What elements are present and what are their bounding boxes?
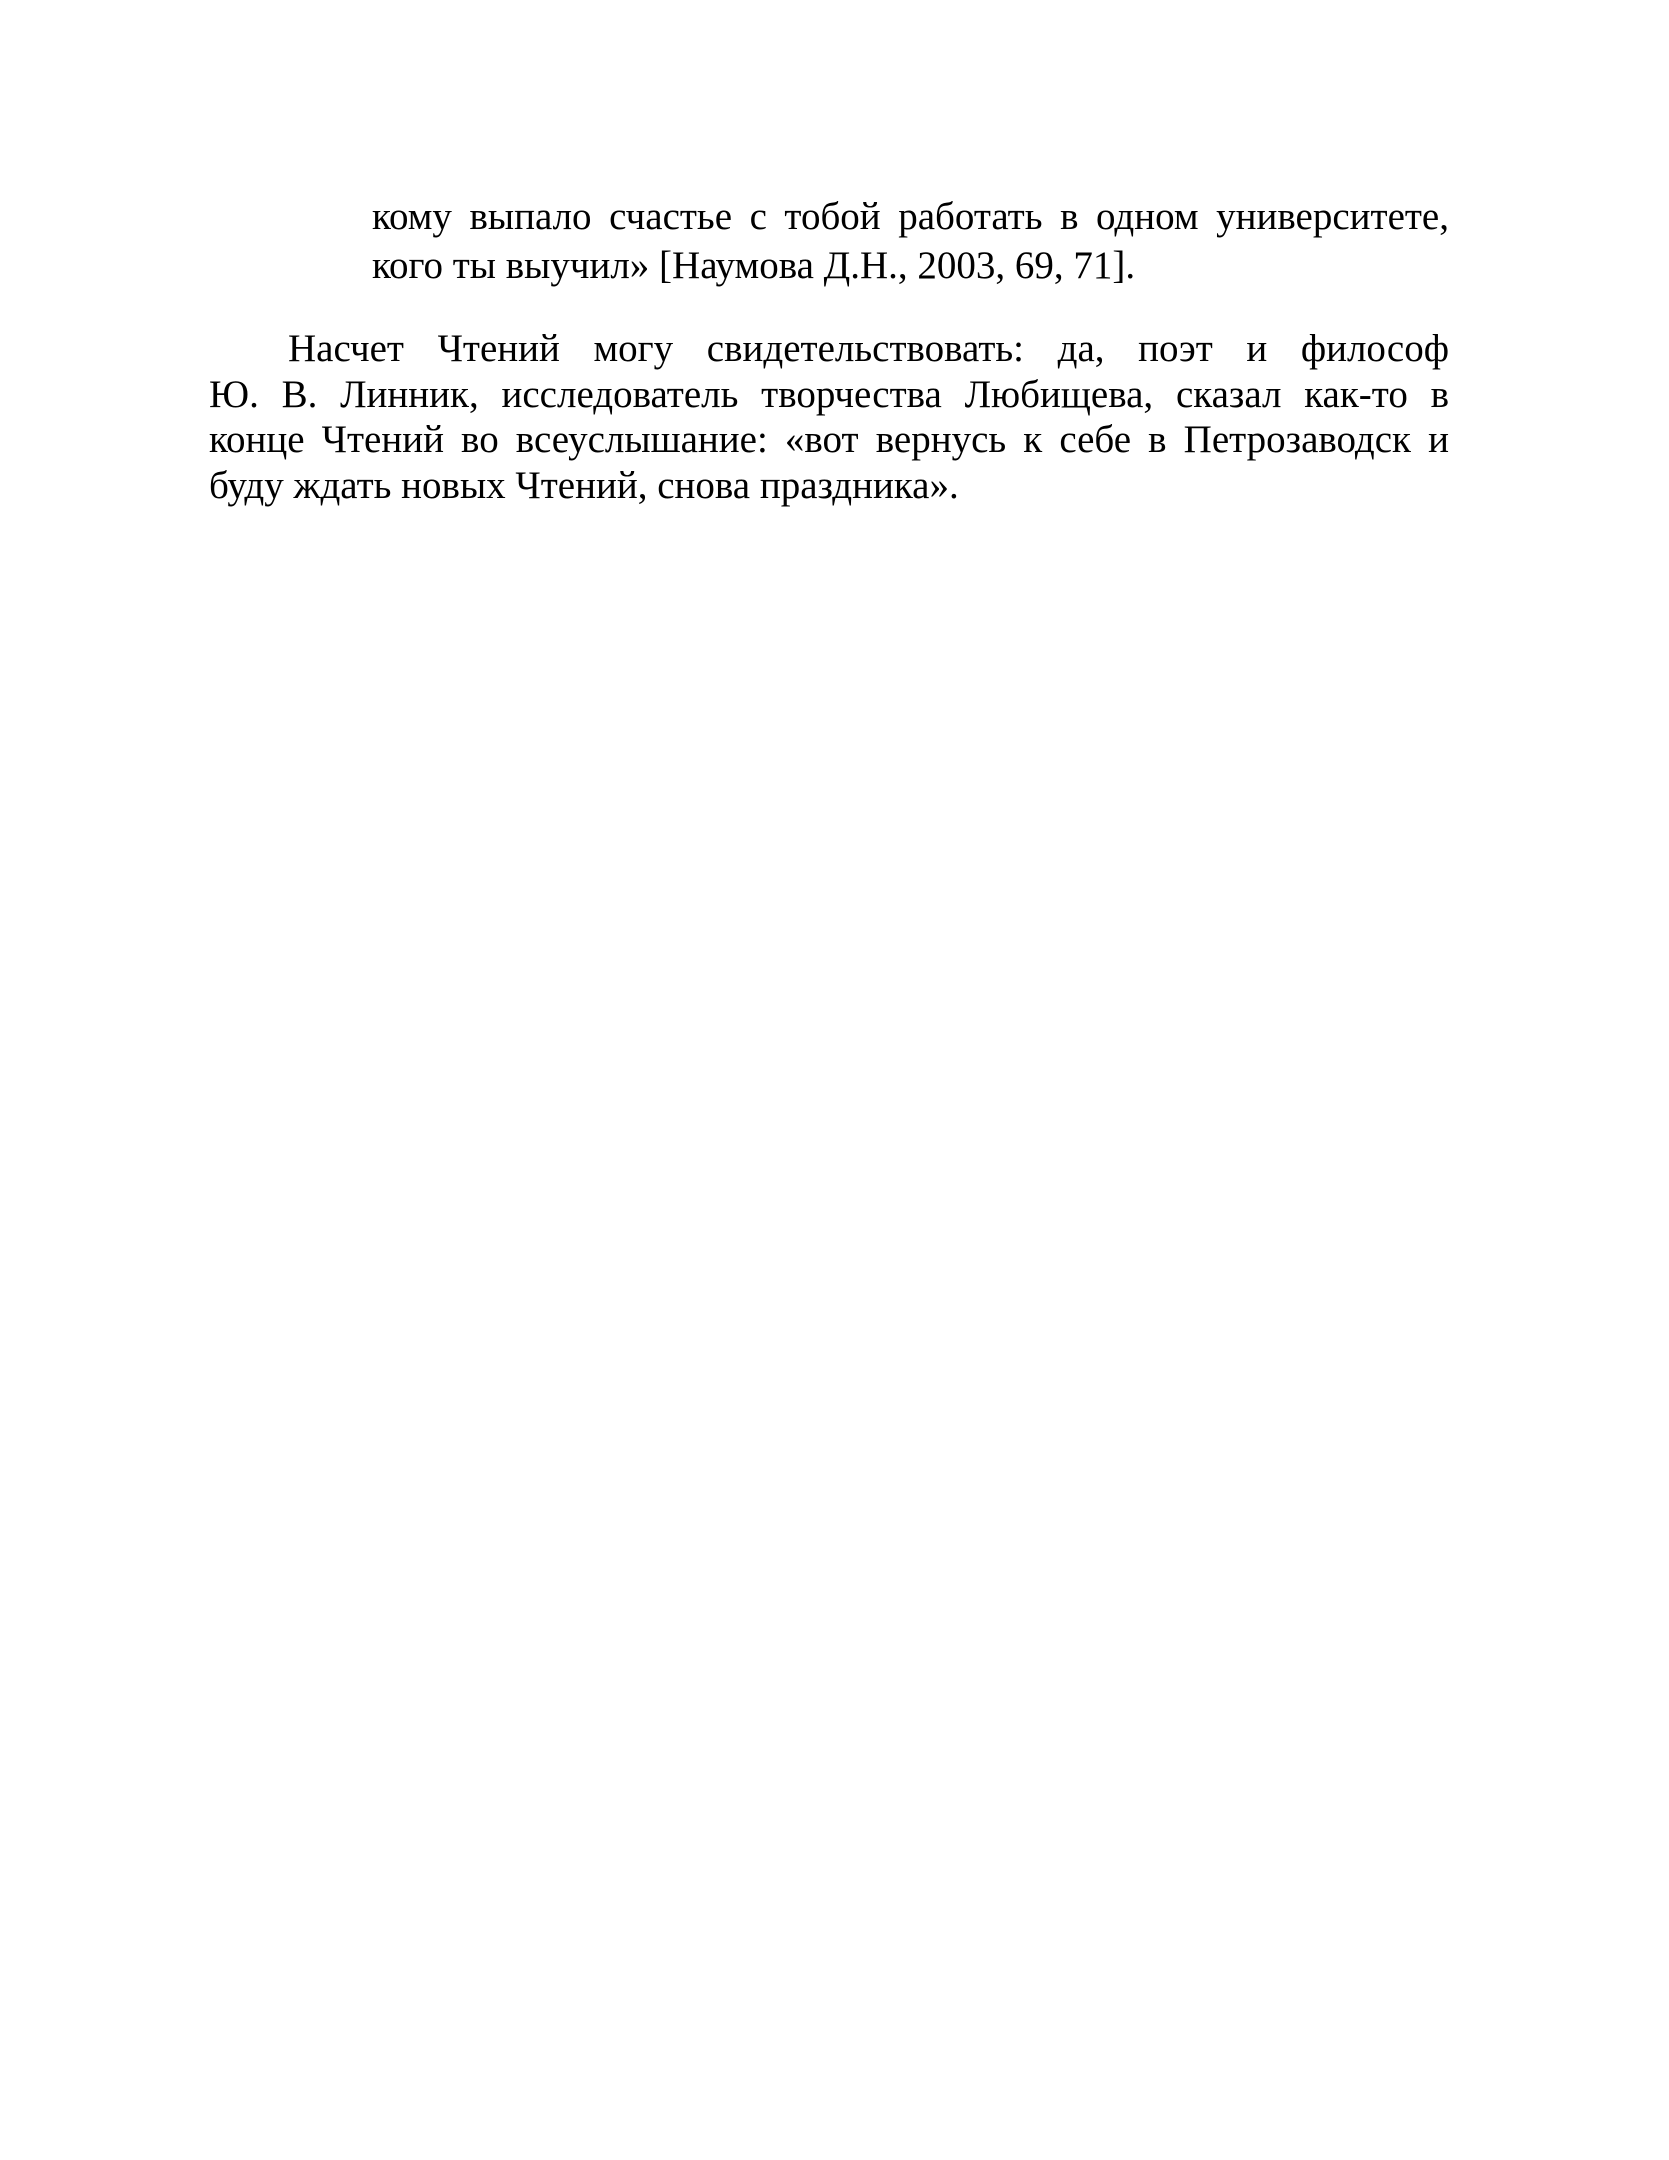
paragraph-line: буду ждать новых Чтений, снова праздника». <box>209 463 959 507</box>
quote-line: кого ты выучил» [Наумова Д.Н., 2003, 69, 71]. <box>372 244 1136 287</box>
body-paragraph <box>209 326 1449 508</box>
quote-line: кому выпало счастье с тобой работать в одном университете, <box>372 195 1449 238</box>
paragraph-line: конце Чтений во всеуслышание: «вот вернусь к себе в Петрозаводск и <box>209 418 1449 461</box>
block-quote <box>372 192 1449 290</box>
paragraph-line: Ю. В. Линник, исследователь творчества Любищева, сказал как-то в <box>209 372 1449 416</box>
paragraph-line: Насчет Чтений могу свидетельствовать: да, поэт и философ <box>288 327 1449 370</box>
